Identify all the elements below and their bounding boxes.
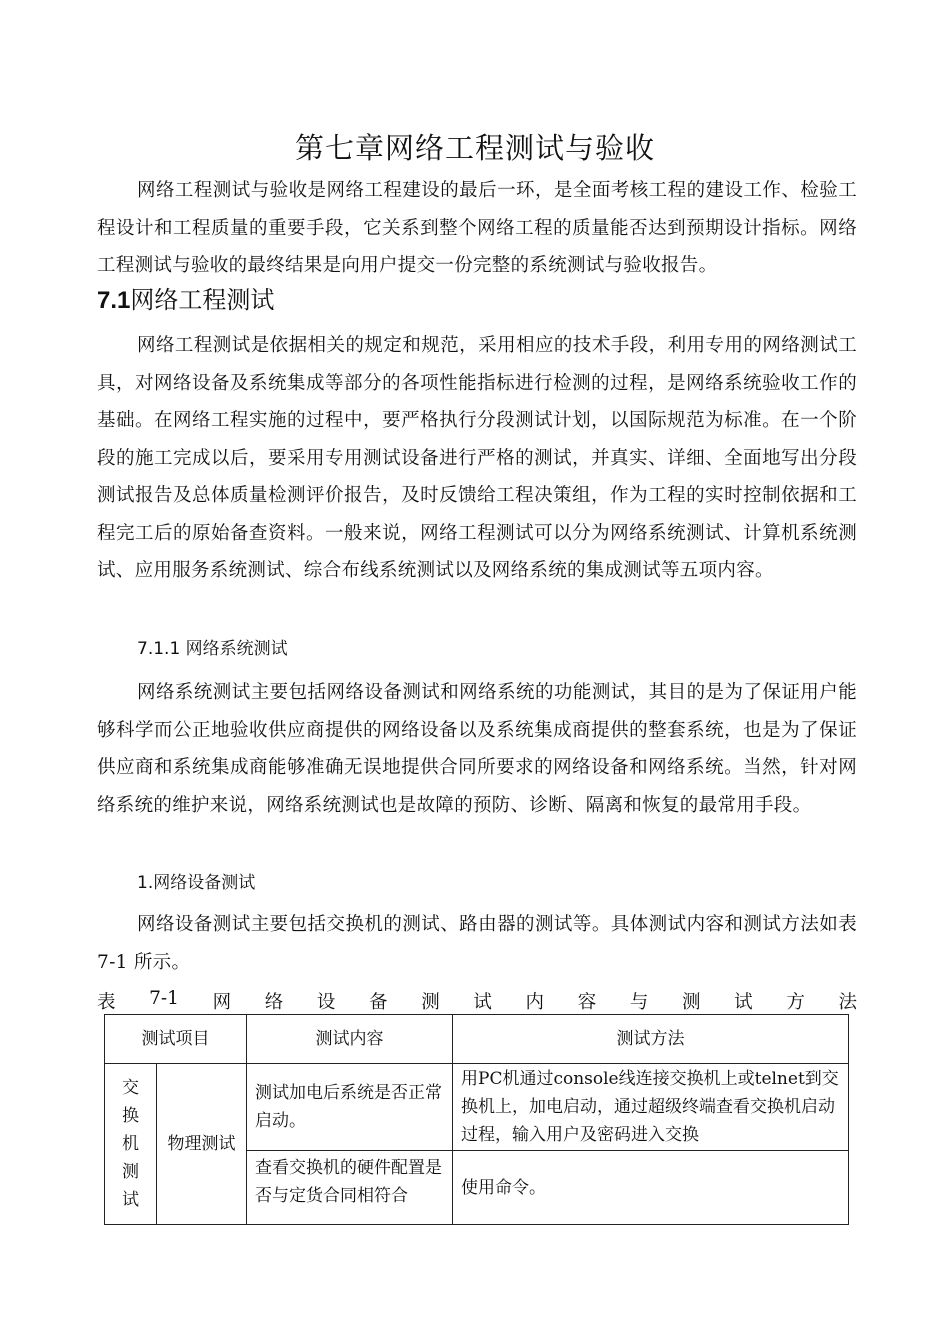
header-test-item: 测试项目 <box>105 1015 247 1064</box>
section-7-1-1-paragraph: 网络系统测试主要包括网络设备测试和网络系统的功能测试，其目的是为了保证用户能够科学而公正地验收供应商提供的网络设备以及系统集成商提供的整套系统，也是为了保证供应商和系统集成商能够准确无误地提供合同所要求的网络设备和网络系统。当然，针对网络系统的维护来说，网络系统测试也是故障的预防、诊断、隔离和恢复的最常用手段。 <box>97 682 857 816</box>
caption-char: 内 <box>525 992 545 1013</box>
content-text: 查看交换机的硬件配置是否与定货合同相符合 <box>255 1158 442 1206</box>
caption-char: 与 <box>629 992 649 1013</box>
section-title: 网络工程测试 <box>130 286 275 314</box>
caption-char: 容 <box>577 992 597 1013</box>
caption-char: 测 <box>682 992 701 1013</box>
caption-char: 方 <box>786 992 805 1013</box>
content-cell <box>247 1151 453 1225</box>
caption-char: 备 <box>369 992 388 1013</box>
subsection-1-paragraph: 网络设备测试主要包括交换机的测试、路由器的测试等。具体测试内容和测试方法如表7-1 所示。 <box>97 914 857 973</box>
test-table <box>104 1014 849 1225</box>
caption-char: 络 <box>264 992 284 1013</box>
method-cell <box>453 1151 849 1225</box>
caption-char: 7-1 <box>149 988 179 1009</box>
header-test-content: 测试内容 <box>247 1015 453 1064</box>
section-7-1-paragraph: 网络工程测试是依据相关的规定和规范，采用相应的技术手段，利用专用的网络测试工具，对网络设备及系统集成等部分的各项性能指标进行检测的过程，是网络系统验收工作的基础。在网络工程实施的过程中，要严格执行分段测试计划，以国际规范为标准。在一个阶段的施工完成以后，要采用专用测试设备进行严格的测试，并真实、详细、全面地写出分段测试报告及总体质量检测评价报告，及时反馈给工程决策组，作为工程的实时控制依据和工程完工后的原始备查资料。一般来说，网络工程测试可以分为网络系统测试、计算机系统测试、应用服务系统测试、综合布线系统测试以及网络系统的集成测试等五项内容。 <box>97 335 857 581</box>
category-label: 交换机测试 <box>122 1078 139 1210</box>
header-test-method: 测试方法 <box>453 1015 849 1064</box>
table-caption <box>97 988 857 1014</box>
content-cell <box>247 1064 453 1151</box>
section-number: 7.1 <box>97 287 131 314</box>
caption-char: 试 <box>734 992 753 1013</box>
method-text: 用PC机通过console线连接交换机上或telnet到交换机上，加电启动，通过超级终端查看交换机启动过程，输入用户及密码进入交换 <box>461 1069 839 1145</box>
chapter-title: 第七章网络工程测试与验收 <box>294 131 655 165</box>
subcategory-label: 物理测试 <box>167 1134 236 1154</box>
content-text: 测试加电后系统是否正常启动。 <box>255 1083 442 1131</box>
caption-char: 法 <box>838 992 857 1013</box>
subcategory-cell <box>157 1064 247 1225</box>
section-7-1-1-heading: 7.1.1 网络系统测试 <box>137 639 288 659</box>
category-cell <box>105 1064 157 1225</box>
table-header-row <box>105 1015 849 1064</box>
caption-char: 设 <box>316 992 336 1013</box>
method-text: 使用命令。 <box>461 1177 546 1198</box>
table-row <box>105 1064 849 1151</box>
intro-paragraph: 网络工程测试与验收是网络工程建设的最后一环，是全面考核工程的建设工作、检验工程设计和工程质量的重要手段，它关系到整个网络工程的质量能否达到预期设计指标。网络工程测试与验收的最终结果是向用户提交一份完整的系统测试与验收报告。 <box>97 180 857 276</box>
caption-char: 试 <box>473 992 492 1013</box>
method-cell <box>453 1064 849 1151</box>
subsection-1-heading: 1.网络设备测试 <box>137 873 256 893</box>
section-7-1-heading <box>97 280 274 315</box>
caption-char: 表 <box>97 992 116 1013</box>
caption-char: 测 <box>421 992 440 1013</box>
caption-char: 网 <box>212 992 232 1013</box>
